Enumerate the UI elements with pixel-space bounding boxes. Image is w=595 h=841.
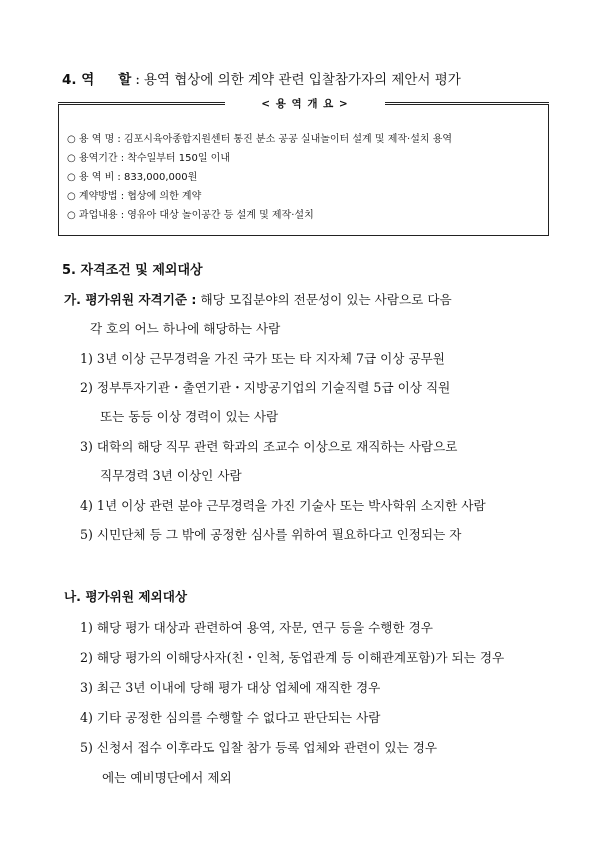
overview-list	[67, 130, 452, 225]
section-4-number-tail: 할	[118, 72, 132, 88]
overview-title-rule-left	[58, 102, 228, 103]
overview-item-scope: ○ 과업내용 : 영유아 대상 놀이공간 등 설계 및 제작·설치	[67, 210, 314, 221]
section-4-text: 용역 협상에 의한 계약 관련 입찰참가자의 제안서 평가	[143, 72, 461, 88]
section-5-title: 5. 자격조건 및 제외대상	[62, 263, 203, 278]
na-item-1: 1) 해당 평가 대상과 관련하여 용역, 자문, 연구 등을 수행한 경우	[80, 620, 433, 635]
ga-line-1	[64, 289, 452, 308]
na-item-5: 5) 신청서 접수 이후라도 입찰 참가 등록 업체와 관련이 있는 경우	[80, 740, 438, 755]
overview-item-period: ○ 용역기간 : 착수일부터 150일 이내	[67, 153, 230, 164]
na-heading: 나. 평가위원 제외대상	[64, 589, 188, 604]
overview-item-name: ○ 용 역 명 : 김포시육아종합지원센터 통진 분소 공공 실내놀이터 설계 및 제작·설치 용역	[67, 134, 453, 145]
ga-text-2: 각 호의 어느 하나에 해당하는 사람	[90, 321, 281, 336]
section-4-number: 4. 역	[62, 72, 95, 88]
section-4-heading	[62, 68, 461, 88]
ga-item-3-cont: 직무경력 3년 이상인 사람	[100, 468, 242, 483]
overview-title: < 용 역 개 요 >	[225, 96, 385, 111]
overview-item-method: ○ 계약방법 : 협상에 의한 계약	[67, 191, 202, 202]
ga-text-1: 해당 모집분야의 전문성이 있는 사람으로 다음	[200, 292, 452, 307]
na-item-2: 2) 해당 평가의 이해당사자(친・인척, 동업관계 등 이해관계포함)가 되는 경우	[80, 650, 505, 665]
ga-item-2: 2) 정부투자기관・출연기관・지방공기업의 기술직렬 5급 이상 직원	[80, 380, 451, 395]
overview-item-cost: ○ 용 역 비 : 833,000,000원	[67, 172, 198, 183]
ga-item-1: 1) 3년 이상 근무경력을 가진 국가 또는 타 지자체 7급 이상 공무원	[80, 351, 445, 366]
ga-item-4: 4) 1년 이상 관련 분야 근무경력을 가진 기술사 또는 박사학위 소지한 사람	[80, 498, 486, 513]
overview-title-rule-right	[382, 102, 549, 103]
ga-item-3: 3) 대학의 해당 직무 관련 학과의 조교수 이상으로 재직하는 사람으로	[80, 439, 458, 454]
na-item-5-cont: 에는 예비명단에서 제외	[102, 770, 232, 785]
section-4-separator: :	[135, 72, 140, 88]
ga-heading: 가. 평가위원 자격기준 :	[64, 292, 197, 307]
na-item-4: 4) 기타 공정한 심의를 수행할 수 없다고 판단되는 사람	[80, 710, 381, 725]
ga-item-2-cont: 또는 동등 이상 경력이 있는 사람	[100, 409, 279, 424]
ga-item-5: 5) 시민단체 등 그 밖에 공정한 심사를 위하여 필요하다고 인정되는 자	[80, 527, 462, 542]
na-item-3: 3) 최근 3년 이내에 당해 평가 대상 업체에 재직한 경우	[80, 680, 381, 695]
